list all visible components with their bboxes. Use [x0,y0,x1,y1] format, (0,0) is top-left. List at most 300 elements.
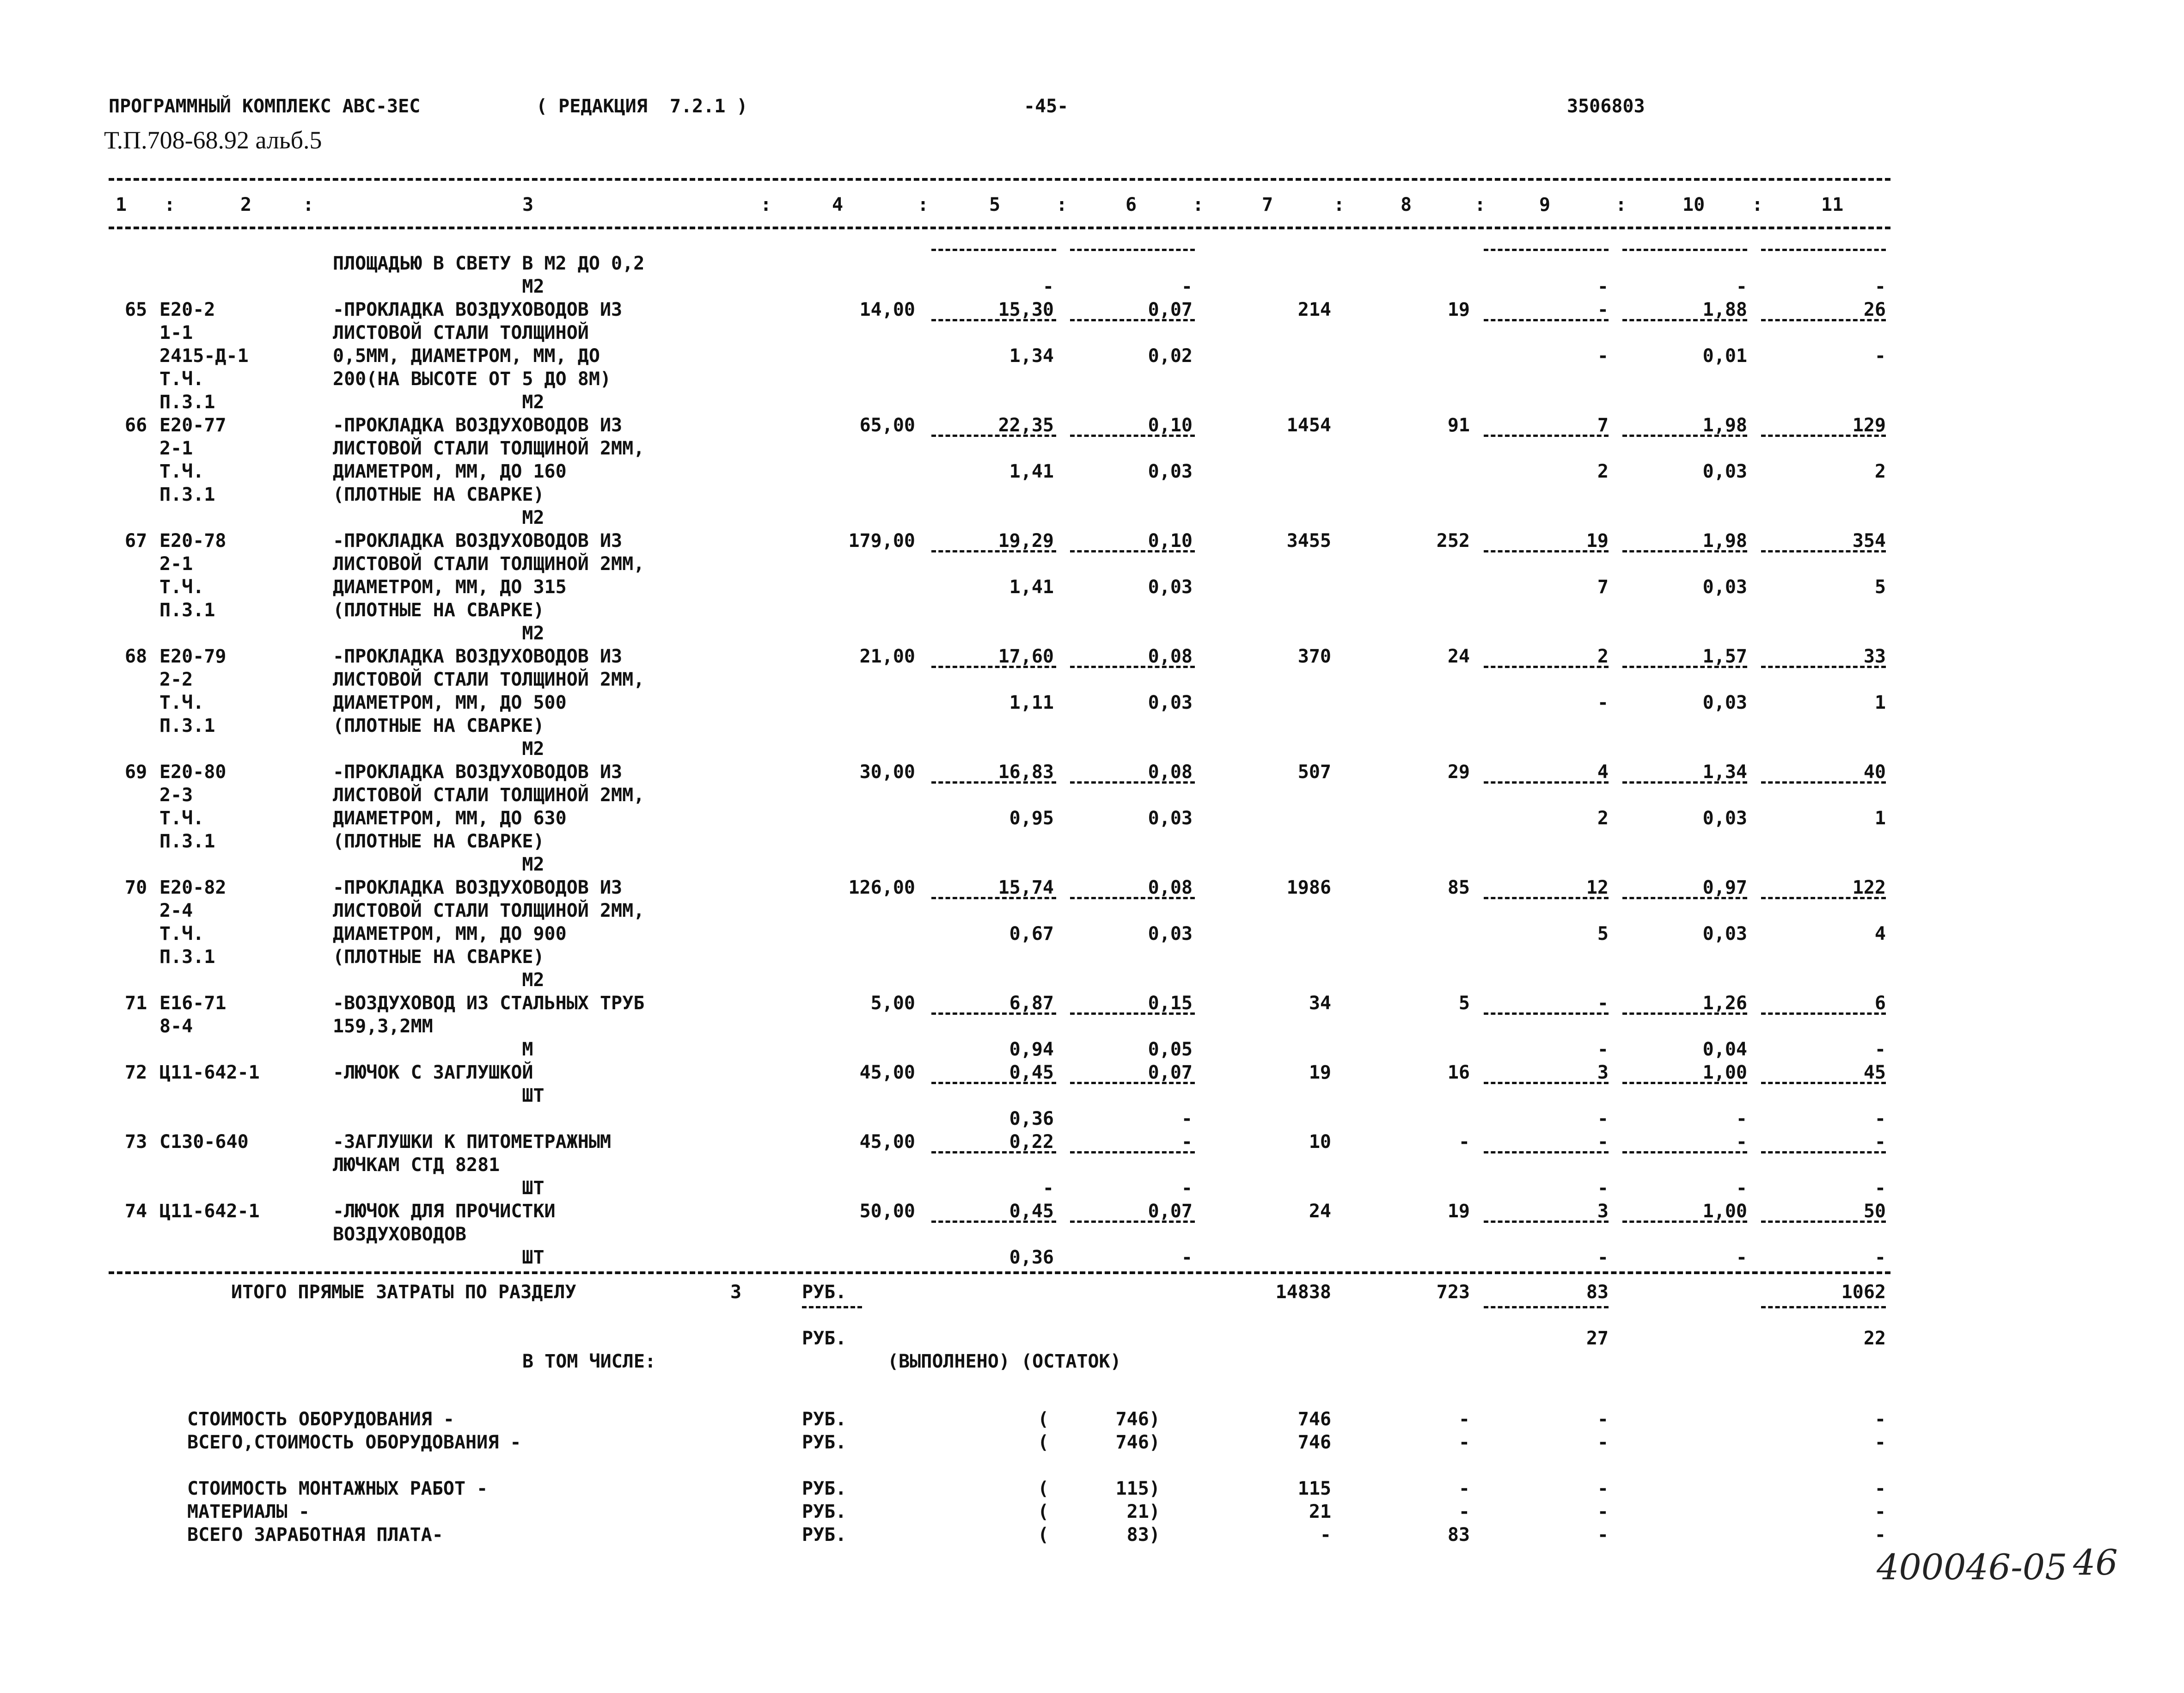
cell-code: П.3.1 [159,484,215,505]
cell-c5: 16,83 [998,761,1054,783]
summary-c7: - [1320,1524,1331,1546]
cell-d: ШТ [333,1247,544,1268]
cell-c6: 0,07 [1148,1201,1193,1222]
cell-c7: 214 [1297,299,1331,320]
fraction-divider [1484,550,1609,552]
totals-underline [802,1306,862,1308]
cell-c11: 129 [1852,415,1886,436]
cell-d: ЛИСТОВОЙ СТАЛИ ТОЛЩИНОЙ 2ММ, [333,553,645,575]
cell-c10: - [1736,276,1747,297]
cell-d: -ПРОКЛАДКА ВОЗДУХОВОДОВ ИЗ [333,877,623,898]
cell-d: ЛИСТОВОЙ СТАЛИ ТОЛЩИНОЙ 2ММ, [333,900,645,921]
fraction-divider [931,897,1056,899]
cell-c11: 45 [1863,1062,1886,1083]
summary-c11: - [1874,1478,1886,1499]
project-reference: Т.П.708-68.92 альб.5 [104,126,322,154]
handwritten-stamp: 400046-05 [1877,1546,2068,1588]
cell-c4: 50,00 [859,1201,915,1222]
cell-d: (ПЛОТНЫЕ НА СВАРКЕ) [333,484,544,505]
summary-label: СТОИМОСТЬ МОНТАЖНЫХ РАБОТ - [187,1478,488,1499]
summary-amount: ( 21) [1038,1501,1160,1522]
cell-code: Т.Ч. [159,461,204,482]
cell-c6: 0,03 [1148,461,1193,482]
fraction-divider [931,1012,1056,1015]
cell-c10: - [1736,1178,1747,1199]
cell-c7: 1986 [1286,877,1331,898]
cell-c7: 1454 [1286,415,1331,436]
cell-c11: - [1874,1131,1886,1153]
cell-c6: 0,03 [1148,577,1193,598]
cell-c11: 5 [1874,577,1886,598]
cell-c10: 0,03 [1702,577,1747,598]
fraction-divider [1761,1151,1886,1153]
cell-c9: - [1597,993,1609,1014]
cell-c4: 21,00 [859,646,915,667]
fraction-divider [1484,781,1609,784]
cell-c5: 0,67 [1009,923,1054,945]
totals-col11: 1062 [1841,1282,1886,1303]
cell-code: П.3.1 [159,392,215,413]
cell-c8: 16 [1447,1062,1470,1083]
cell-c9: 2 [1597,808,1609,829]
cell-c9: - [1597,1108,1609,1129]
summary-unit: РУБ. [802,1524,847,1546]
summary-c9: - [1597,1409,1609,1430]
cell-c5: 0,94 [1009,1039,1054,1060]
cell-code: 2-1 [159,438,193,459]
totals-underline [1761,1306,1886,1308]
cell-d: ДИАМЕТРОМ, ММ, ДО 630 [333,808,567,829]
cell-d: -ПРОКЛАДКА ВОЗДУХОВОДОВ ИЗ [333,415,623,436]
fraction-divider [1484,1012,1609,1015]
cell-n: 70 [125,877,147,898]
summary-c8: - [1458,1432,1470,1453]
cell-c8: 19 [1447,299,1470,320]
summary-c8: - [1458,1501,1470,1522]
cell-c6: 0,02 [1148,345,1193,367]
cell-c10: - [1736,1108,1747,1129]
summary-label: ВСЕГО ЗАРАБОТНАЯ ПЛАТА- [187,1524,443,1546]
summary-c11: - [1874,1501,1886,1522]
cell-c10: 1,98 [1702,530,1747,552]
summary-c9: - [1597,1524,1609,1546]
cell-c11: 2 [1874,461,1886,482]
fraction-divider [1761,249,1886,251]
column-header: 5 [989,194,1001,215]
cell-n: 74 [125,1201,147,1222]
fraction-divider [1622,1082,1747,1084]
edition-label: ( РЕДАКЦИЯ 7.2.1 ) [536,96,748,117]
cell-c6: 0,10 [1148,415,1193,436]
cell-code: 2415-Д-1 [159,345,249,367]
cell-d: ЛИСТОВОЙ СТАЛИ ТОЛЩИНОЙ 2ММ, [333,785,645,806]
cell-code: 8-4 [159,1016,193,1037]
cell-c9: 12 [1586,877,1609,898]
totals-col7: 14838 [1275,1282,1331,1303]
cell-c6: 0,10 [1148,530,1193,552]
totals-col9: 83 [1586,1282,1609,1303]
cell-n: 71 [125,993,147,1014]
cell-c8: - [1458,1131,1470,1153]
fraction-divider [1761,435,1886,437]
totals-col9-2: 27 [1586,1328,1609,1349]
fraction-divider [931,1151,1056,1153]
summary-c11: - [1874,1409,1886,1430]
cell-c7: 19 [1309,1062,1331,1083]
cell-c7: 370 [1297,646,1331,667]
summary-c9: - [1597,1478,1609,1499]
cell-c9: - [1597,276,1609,297]
fraction-divider [1484,897,1609,899]
cell-c6: 0,08 [1148,761,1193,783]
summary-amount: ( 746) [1038,1409,1160,1430]
cell-c10: 0,97 [1702,877,1747,898]
fraction-divider [1070,550,1195,552]
fraction-divider [1761,550,1886,552]
cell-d: ПЛОЩАДЬЮ В СВЕТУ В М2 ДО 0,2 [333,253,645,274]
cell-c10: 1,34 [1702,761,1747,783]
fraction-divider [931,666,1056,668]
fraction-divider [1070,897,1195,899]
cell-code: 1-1 [159,322,193,344]
cell-c11: - [1874,345,1886,367]
cell-c5: 15,74 [998,877,1054,898]
cell-d: ЛИСТОВОЙ СТАЛИ ТОЛЩИНОЙ 2ММ, [333,438,645,459]
cell-d: ДИАМЕТРОМ, ММ, ДО 160 [333,461,567,482]
cell-c5: 17,60 [998,646,1054,667]
cell-c5: 1,34 [1009,345,1054,367]
column-header: : [1193,194,1204,215]
column-header: 7 [1262,194,1273,215]
cell-c5: 1,41 [1009,461,1054,482]
cell-code: Е16-71 [159,993,226,1014]
cell-d: 159,3,2ММ [333,1016,433,1037]
table-top-rule [109,178,1890,181]
cell-c5: 22,35 [998,415,1054,436]
totals-underline [1484,1306,1609,1308]
cell-code: П.3.1 [159,831,215,852]
cell-code: 2-3 [159,785,193,806]
cell-c7: 507 [1297,761,1331,783]
cell-c9: - [1597,299,1609,320]
cell-n: 66 [125,415,147,436]
cell-code: 2-2 [159,669,193,690]
cell-c11: - [1874,1178,1886,1199]
cell-c10: - [1736,1131,1747,1153]
cell-c6: - [1181,1108,1193,1129]
fraction-divider [1622,435,1747,437]
cell-c10: 1,26 [1702,993,1747,1014]
cell-d: ДИАМЕТРОМ, ММ, ДО 500 [333,692,567,713]
cell-c11: - [1874,1039,1886,1060]
cell-d: ВОЗДУХОВОДОВ [333,1224,466,1245]
cell-code: Т.Ч. [159,692,204,713]
cell-c8: 29 [1447,761,1470,783]
program-title: ПРОГРАММНЫЙ КОМПЛЕКС АВС-ЗЕС [109,96,421,117]
summary-unit: РУБ. [802,1501,847,1522]
cell-c11: 40 [1863,761,1886,783]
cell-c4: 126,00 [848,877,915,898]
cell-c11: 33 [1863,646,1886,667]
cell-code: Ц11-642-1 [159,1201,260,1222]
summary-c7: 115 [1297,1478,1331,1499]
table-header-rule [109,227,1890,229]
cell-c8: 5 [1458,993,1470,1014]
cell-code: С130-640 [159,1131,249,1153]
cell-code: 2-1 [159,553,193,575]
cell-n: 73 [125,1131,147,1153]
fraction-divider [1484,1151,1609,1153]
cell-c4: 14,00 [859,299,915,320]
cell-code: Ц11-642-1 [159,1062,260,1083]
summary-amount: ( 746) [1038,1432,1160,1453]
fraction-divider [1070,781,1195,784]
fraction-divider [1622,897,1747,899]
column-header: 6 [1126,194,1137,215]
cell-c10: 0,03 [1702,461,1747,482]
cell-code: Е20-2 [159,299,215,320]
fraction-divider [1070,1012,1195,1015]
cell-c9: 2 [1597,461,1609,482]
cell-code: Е20-82 [159,877,226,898]
column-header: : [164,194,176,215]
handwritten-sheet-number: 46 [2073,1542,2118,1583]
cell-c6: 0,07 [1148,1062,1193,1083]
cell-c5: - [1042,276,1054,297]
cell-code: П.3.1 [159,715,215,736]
cell-n: 67 [125,530,147,552]
cell-c11: 50 [1863,1201,1886,1222]
cell-c7: 10 [1309,1131,1331,1153]
cell-c6: 0,03 [1148,808,1193,829]
cell-c6: - [1181,1247,1193,1268]
cell-c10: 0,03 [1702,808,1747,829]
cell-c6: 0,03 [1148,923,1193,945]
including-label: В ТОМ ЧИСЛЕ: [522,1351,656,1372]
summary-c9: - [1597,1501,1609,1522]
summary-c11: - [1874,1432,1886,1453]
cell-c11: 122 [1852,877,1886,898]
cell-d: М2 [333,507,544,528]
fraction-divider [931,249,1056,251]
totals-col8: 723 [1436,1282,1470,1303]
cell-c4: 179,00 [848,530,915,552]
cell-c11: 1 [1874,808,1886,829]
cell-c4: 45,00 [859,1062,915,1083]
summary-label: ВСЕГО,СТОИМОСТЬ ОБОРУДОВАНИЯ - [187,1432,521,1453]
cell-c10: 0,03 [1702,923,1747,945]
column-header: : [918,194,929,215]
cell-c9: - [1597,1039,1609,1060]
summary-amount: ( 83) [1038,1524,1160,1546]
summary-amount: ( 115) [1038,1478,1160,1499]
cell-c10: 1,88 [1702,299,1747,320]
fraction-divider [1622,249,1747,251]
cell-c9: 5 [1597,923,1609,945]
fraction-divider [1070,435,1195,437]
cell-d: М2 [333,969,544,991]
cell-c10: - [1736,1247,1747,1268]
summary-c11: - [1874,1524,1886,1546]
cell-c11: 354 [1852,530,1886,552]
cell-d: -ПРОКЛАДКА ВОЗДУХОВОДОВ ИЗ [333,530,623,552]
fraction-divider [931,435,1056,437]
cell-c9: 7 [1597,577,1609,598]
cell-c7: 34 [1309,993,1331,1014]
fraction-divider [1484,319,1609,321]
cell-d: 0,5ММ, ДИАМЕТРОМ, ММ, ДО [333,345,600,367]
fraction-divider [931,781,1056,784]
cell-d: ШТ [333,1085,544,1106]
column-header: 3 [522,194,534,215]
cell-d: -ЛЮЧОК С ЗАГЛУШКОЙ [333,1062,533,1083]
cell-d: ЛИСТОВОЙ СТАЛИ ТОЛЩИНОЙ 2ММ, [333,669,645,690]
cell-c9: 3 [1597,1062,1609,1083]
fraction-divider [1070,1221,1195,1223]
cell-c4: 30,00 [859,761,915,783]
totals-col11-2: 22 [1863,1328,1886,1349]
fraction-divider [1622,781,1747,784]
cell-c5: 0,95 [1009,808,1054,829]
cell-c6: 0,08 [1148,646,1193,667]
column-header: : [1056,194,1068,215]
fraction-divider [1484,435,1609,437]
cell-c10: 0,03 [1702,692,1747,713]
summary-c9: - [1597,1432,1609,1453]
column-header: 8 [1401,194,1412,215]
column-header: 11 [1821,194,1844,215]
cell-c5: 19,29 [998,530,1054,552]
cell-c4: 65,00 [859,415,915,436]
cell-c11: 26 [1863,299,1886,320]
document-code: 3506803 [1567,96,1645,117]
cell-c6: 0,08 [1148,877,1193,898]
cell-c5: 0,45 [1009,1201,1054,1222]
cell-code: П.3.1 [159,946,215,968]
cell-c10: 0,01 [1702,345,1747,367]
cell-c6: - [1181,276,1193,297]
cell-n: 65 [125,299,147,320]
cell-d: -ЛЮЧОК ДЛЯ ПРОЧИСТКИ [333,1201,556,1222]
fraction-divider [1761,1082,1886,1084]
fraction-divider [1761,1221,1886,1223]
summary-c7: 746 [1297,1409,1331,1430]
cell-d: (ПЛОТНЫЕ НА СВАРКЕ) [333,600,544,621]
cell-c7: 3455 [1286,530,1331,552]
cell-c9: - [1597,1131,1609,1153]
cell-c5: 0,36 [1009,1247,1054,1268]
cell-d: -ЗАГЛУШКИ К ПИТОМЕТРАЖНЫМ [333,1131,612,1153]
fraction-divider [1484,666,1609,668]
summary-label: СТОИМОСТЬ ОБОРУДОВАНИЯ - [187,1409,454,1430]
column-header: 10 [1682,194,1705,215]
cell-n: 68 [125,646,147,667]
cell-c6: - [1181,1178,1193,1199]
cell-c9: 19 [1586,530,1609,552]
cell-c5: 1,11 [1009,692,1054,713]
including-columns: (ВЫПОЛНЕНО) (ОСТАТОК) [887,1351,1121,1372]
cell-c8: 24 [1447,646,1470,667]
cell-c9: 7 [1597,415,1609,436]
cell-c5: 15,30 [998,299,1054,320]
cell-c5: 0,36 [1009,1108,1054,1129]
cell-c11: - [1874,1108,1886,1129]
cell-d: (ПЛОТНЫЕ НА СВАРКЕ) [333,946,544,968]
totals-unit: РУБ. [802,1282,847,1303]
fraction-divider [1484,1221,1609,1223]
cell-code: 2-4 [159,900,193,921]
cell-code: Т.Ч. [159,368,204,390]
fraction-divider [1622,550,1747,552]
cell-c4: 5,00 [870,993,915,1014]
page-number: -45- [1024,96,1069,117]
cell-d: -ПРОКЛАДКА ВОЗДУХОВОДОВ ИЗ [333,761,623,783]
cell-d: -ВОЗДУХОВОД ИЗ СТАЛЬНЫХ ТРУБ [333,993,645,1014]
cell-c8: 19 [1447,1201,1470,1222]
fraction-divider [1484,1082,1609,1084]
cell-c9: 4 [1597,761,1609,783]
cell-d: 200(НА ВЫСОТЕ ОТ 5 ДО 8М) [333,368,612,390]
cell-d: ДИАМЕТРОМ, ММ, ДО 315 [333,577,567,598]
cell-c9: - [1597,345,1609,367]
cell-d: М2 [333,738,544,760]
cell-c5: 0,22 [1009,1131,1054,1153]
cell-c8: 85 [1447,877,1470,898]
cell-code: П.3.1 [159,600,215,621]
column-header: 4 [832,194,844,215]
summary-unit: РУБ. [802,1432,847,1453]
fraction-divider [931,319,1056,321]
column-header: : [1334,194,1345,215]
column-header: : [303,194,314,215]
cell-c9: - [1597,692,1609,713]
fraction-divider [931,1082,1056,1084]
cell-c6: 0,07 [1148,299,1193,320]
cell-c5: 1,41 [1009,577,1054,598]
cell-c6: 0,03 [1148,692,1193,713]
fraction-divider [1622,1221,1747,1223]
fraction-divider [1761,319,1886,321]
fraction-divider [1484,249,1609,251]
fraction-divider [931,1221,1056,1223]
fraction-divider [1070,1151,1195,1153]
cell-d: (ПЛОТНЫЕ НА СВАРКЕ) [333,831,544,852]
summary-label: МАТЕРИАЛЫ - [187,1501,310,1522]
cell-n: 72 [125,1062,147,1083]
cell-d: (ПЛОТНЫЕ НА СВАРКЕ) [333,715,544,736]
fraction-divider [1761,666,1886,668]
column-header: 1 [116,194,127,215]
cell-d: М [333,1039,533,1060]
cell-c6: 0,05 [1148,1039,1193,1060]
cell-c10: 1,98 [1702,415,1747,436]
fraction-divider [1070,319,1195,321]
cell-c5: 6,87 [1009,993,1054,1014]
cell-c7: 24 [1309,1201,1331,1222]
cell-c8: 252 [1436,530,1470,552]
cell-c11: 6 [1874,993,1886,1014]
column-header: : [760,194,772,215]
cell-d: ЛИСТОВОЙ СТАЛИ ТОЛЩИНОЙ [333,322,589,344]
cell-d: М2 [333,392,544,413]
cell-c11: 4 [1874,923,1886,945]
cell-c10: 1,00 [1702,1201,1747,1222]
fraction-divider [1761,1012,1886,1015]
fraction-divider [1761,897,1886,899]
cell-code: Е20-79 [159,646,226,667]
cell-c6: - [1181,1131,1193,1153]
summary-c8: - [1458,1478,1470,1499]
